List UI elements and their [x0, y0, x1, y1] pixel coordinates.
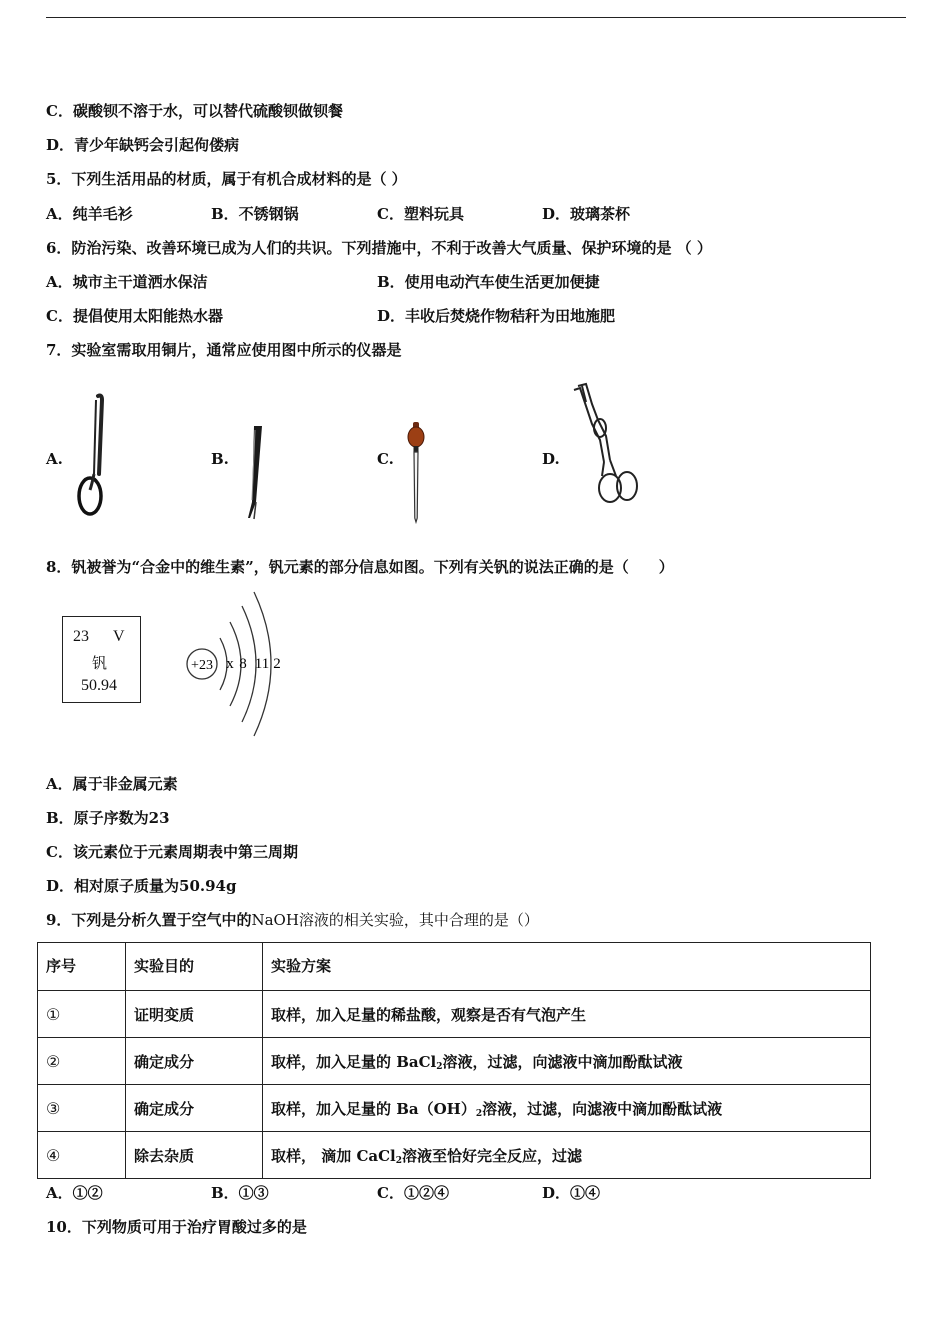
- option-d-calcium: D．青少年缺钙会引起佝偻病: [46, 136, 240, 154]
- table-row: [38, 1038, 871, 1085]
- q5-option-d: D．玻璃茶杯: [542, 205, 631, 223]
- row-number: ②: [38, 1038, 126, 1085]
- header-purpose: 实验目的: [126, 943, 263, 991]
- q6-option-b: B．使用电动汽车使生活更加便捷: [377, 273, 600, 291]
- q9-option-a: A．①②: [46, 1184, 103, 1202]
- q8-option-d: D．相对原子质量为50.94g: [46, 877, 237, 895]
- row-plan: [263, 1132, 871, 1179]
- q9-option-c: C．①②④: [377, 1184, 449, 1202]
- header-number: 序号: [38, 943, 126, 991]
- header-rule: [46, 17, 906, 18]
- element-symbol: V: [113, 628, 125, 645]
- row-plan: [263, 1038, 871, 1085]
- q5-option-c: C．塑料玩具: [377, 205, 464, 223]
- row-purpose: 确定成分: [126, 1085, 263, 1132]
- q7-option-b-label: B.: [211, 450, 229, 468]
- spoon-icon: [72, 392, 112, 520]
- row-plan: [263, 1085, 871, 1132]
- shell-4-electrons: 2: [273, 656, 281, 672]
- q9-option-b: B．①③: [211, 1184, 269, 1202]
- plan-text: 取样，加入足量的 Ba（OH）: [271, 1099, 476, 1118]
- q7-option-c-label: C.: [377, 450, 394, 468]
- row-purpose: 证明变质: [126, 991, 263, 1038]
- plan-text: 取样， 滴加 CaCl: [271, 1146, 396, 1165]
- row-plan: 取样，加入足量的稀盐酸，观察是否有气泡产生: [263, 991, 871, 1038]
- table-row: [38, 1132, 871, 1179]
- row-number: ③: [38, 1085, 126, 1132]
- table-row: [38, 991, 871, 1038]
- question-9: [46, 910, 539, 930]
- q8-option-c: C．该元素位于元素周期表中第三周期: [46, 843, 298, 861]
- q8-option-a: A．属于非金属元素: [46, 775, 178, 793]
- q7-option-a-label: A.: [46, 450, 63, 468]
- plan-text: 溶液，过滤，向滤液中滴加酚酞试液: [482, 1099, 723, 1118]
- q6-option-a: A．城市主干道洒水保洁: [46, 273, 208, 291]
- row-purpose: 除去杂质: [126, 1132, 263, 1179]
- option-c-barium: C．碳酸钡不溶于水，可以替代硫酸钡做钡餐: [46, 102, 343, 120]
- dropper-icon: [404, 420, 428, 524]
- q9-option-d: D．①④: [542, 1184, 601, 1202]
- header-plan: 实验方案: [263, 943, 871, 991]
- question-9-prefix: 9．下列是分析久置于空气中的: [46, 911, 252, 929]
- q5-option-b: B．不锈钢锅: [211, 205, 299, 223]
- element-card: [62, 616, 141, 703]
- q5-option-a: A．纯羊毛衫: [46, 205, 133, 223]
- question-5: 5．下列生活用品的材质，属于有机合成材料的是（ ）: [46, 170, 407, 188]
- plan-text: 取样，加入足量的 BaCl: [271, 1052, 437, 1071]
- q7-option-d-label: D.: [542, 450, 560, 468]
- plan-text: 溶液至恰好完全反应，过滤: [402, 1146, 583, 1165]
- question-6: 6．防治污染、改善环境已成为人们的共识。下列措施中，不利于改善大气质量、保护环境的是 （ ）: [46, 239, 712, 257]
- table-row: [38, 1085, 871, 1132]
- row-number: ①: [38, 991, 126, 1038]
- shell-3-electrons: 11: [254, 656, 270, 672]
- crucible-tongs-icon: [570, 380, 646, 506]
- experiment-table: [37, 942, 871, 1179]
- shell-1-electrons: x: [226, 656, 234, 672]
- tweezers-icon: [238, 422, 268, 522]
- question-8: 8．钒被誉为“合金中的维生素”，钒元素的部分信息如图。下列有关钒的说法正确的是（ ）: [46, 558, 674, 576]
- atom-structure-diagram: [180, 590, 290, 740]
- question-10: 10．下列物质可用于治疗胃酸过多的是: [46, 1218, 307, 1236]
- q6-option-c: C．提倡使用太阳能热水器: [46, 307, 223, 325]
- q6-option-d: D．丰收后焚烧作物秸秆为田地施肥: [377, 307, 616, 325]
- row-purpose: 确定成分: [126, 1038, 263, 1085]
- plan-subscript: 2: [475, 1108, 483, 1119]
- question-7: 7．实验室需取用铜片，通常应使用图中所示的仪器是: [46, 341, 402, 359]
- table-header-row: [38, 943, 871, 991]
- plan-text: 溶液，过滤，向滤液中滴加酚酞试液: [442, 1052, 683, 1071]
- q8-option-b: B．原子序数为23: [46, 809, 170, 827]
- row-number: ④: [38, 1132, 126, 1179]
- nucleus-charge: +23: [191, 658, 213, 673]
- question-9-suffix: NaOH溶液的相关实验，其中合理的是（）: [251, 911, 539, 929]
- element-name: 钒: [92, 654, 108, 672]
- shell-2-electrons: 8: [239, 656, 247, 672]
- plan-subscript: 2: [395, 1155, 403, 1166]
- plan-subscript: 2: [436, 1061, 443, 1072]
- atomic-number: 23: [73, 628, 89, 645]
- atomic-mass: 50.94: [81, 677, 117, 694]
